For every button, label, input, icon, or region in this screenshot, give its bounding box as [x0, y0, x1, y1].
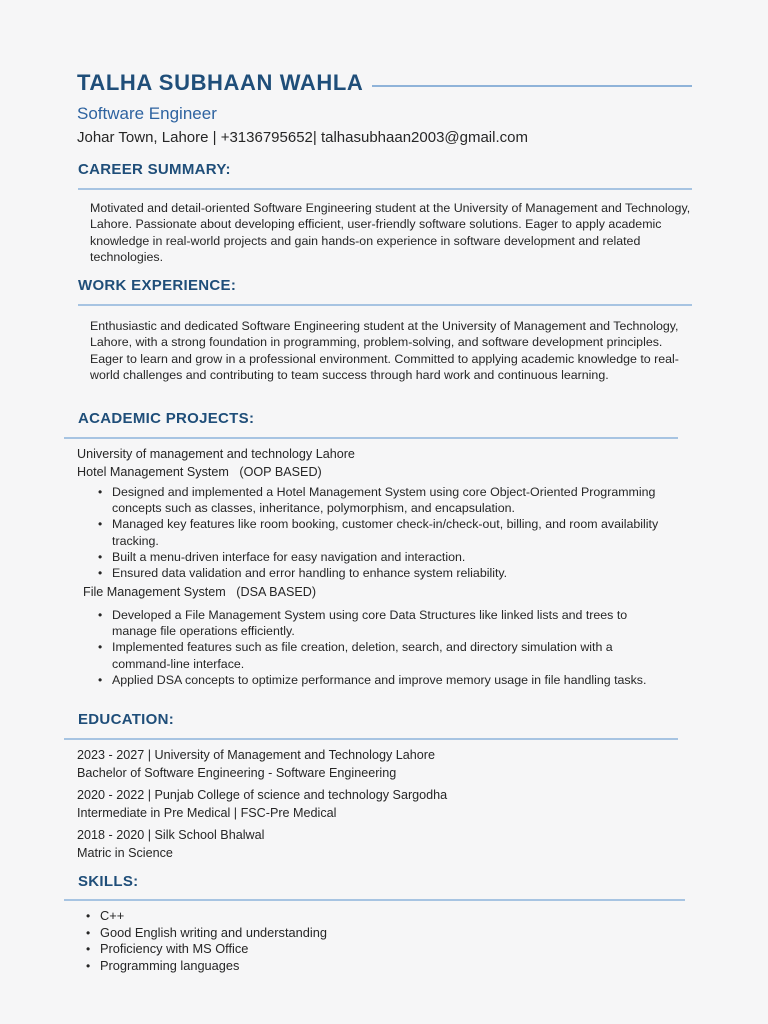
education-entry-1-line1: 2023 - 2027 | University of Management and Technology Lahore [77, 748, 435, 762]
project-file-bullets [112, 607, 672, 688]
academic-projects-divider [64, 437, 678, 439]
project-institution: University of management and technology Lahore [77, 447, 355, 461]
skills-divider [64, 899, 685, 901]
education-entry-2-line1: 2020 - 2022 | Punjab College of science and technology Sargodha [77, 788, 448, 802]
work-experience-text: Enthusiastic and dedicated Software Engineering student at the University of Management and Technology, Lahore, with a strong foundation in programming, problem-solving, and software development principles. Eager to learn and grow in a professional environment. Committed to applying academic knowledge to real-world challenges and contributing to team success through hard work and continuous learning. [90, 319, 679, 383]
skill-item: • Good English writing and understanding [100, 925, 600, 942]
education-divider [64, 738, 678, 740]
list-item: • Ensured data validation and error handling to enhance system reliability. [112, 565, 672, 581]
career-summary-text: Motivated and detail-oriented Software Engineering student at the University of Management and Technology, Lahore. Passionate about developing efficient, user-friendly software solutions. Eager to apply academic knowledge in real-world projects and gain hands-on experience in software development and related technologies. [90, 201, 691, 265]
list-item: • Applied DSA concepts to optimize performance and improve memory usage in file handling tasks. [112, 672, 672, 688]
education-entry-3-line2: Matric in Science [77, 846, 173, 860]
project-title-file: File Management System (DSA BASED) [83, 585, 317, 599]
list-item: • Implemented features such as file creation, deletion, search, and directory simulation with a command-line interface. [112, 639, 672, 671]
project-title-hotel: Hotel Management System (OOP BASED) [77, 465, 322, 479]
contact-info: Johar Town, Lahore | +3136795652| talhasubhaan2003@gmail.com [77, 129, 528, 146]
list-item: • Developed a File Management System using core Data Structures like linked lists and trees to manage file operations efficiently. [112, 607, 672, 639]
skill-item: • Programming languages [100, 958, 600, 975]
list-item: • Built a menu-driven interface for easy navigation and interaction. [112, 549, 672, 565]
candidate-name: TALHA SUBHAAN WAHLA [77, 70, 364, 95]
skill-item: • C++ [100, 908, 600, 925]
project-hotel-bullets [112, 484, 672, 581]
work-experience-divider [78, 304, 692, 306]
name-divider [372, 85, 692, 87]
list-item: • Designed and implemented a Hotel Management System using core Object-Oriented Programming concepts such as classes, inheritance, polymorphism, and encapsulation. [112, 484, 672, 516]
career-summary-divider [78, 188, 692, 190]
job-title: Software Engineer [77, 104, 217, 123]
career-summary-heading: CAREER SUMMARY: [78, 161, 231, 178]
work-experience-heading: WORK EXPERIENCE: [78, 277, 237, 294]
skills-list [100, 908, 600, 974]
list-item: • Managed key features like room booking, customer check-in/check-out, billing, and room availability tracking. [112, 516, 672, 548]
education-entry-3-line1: 2018 - 2020 | Silk School Bhalwal [77, 828, 265, 842]
education-entry-1-line2: Bachelor of Software Engineering - Software Engineering [77, 766, 397, 780]
education-entry-2-line2: Intermediate in Pre Medical | FSC-Pre Medical [77, 806, 337, 820]
skill-item: • Proficiency with MS Office [100, 941, 600, 958]
skills-heading: SKILLS: [78, 873, 139, 890]
education-heading: EDUCATION: [78, 711, 175, 728]
academic-projects-heading: ACADEMIC PROJECTS: [78, 410, 255, 427]
